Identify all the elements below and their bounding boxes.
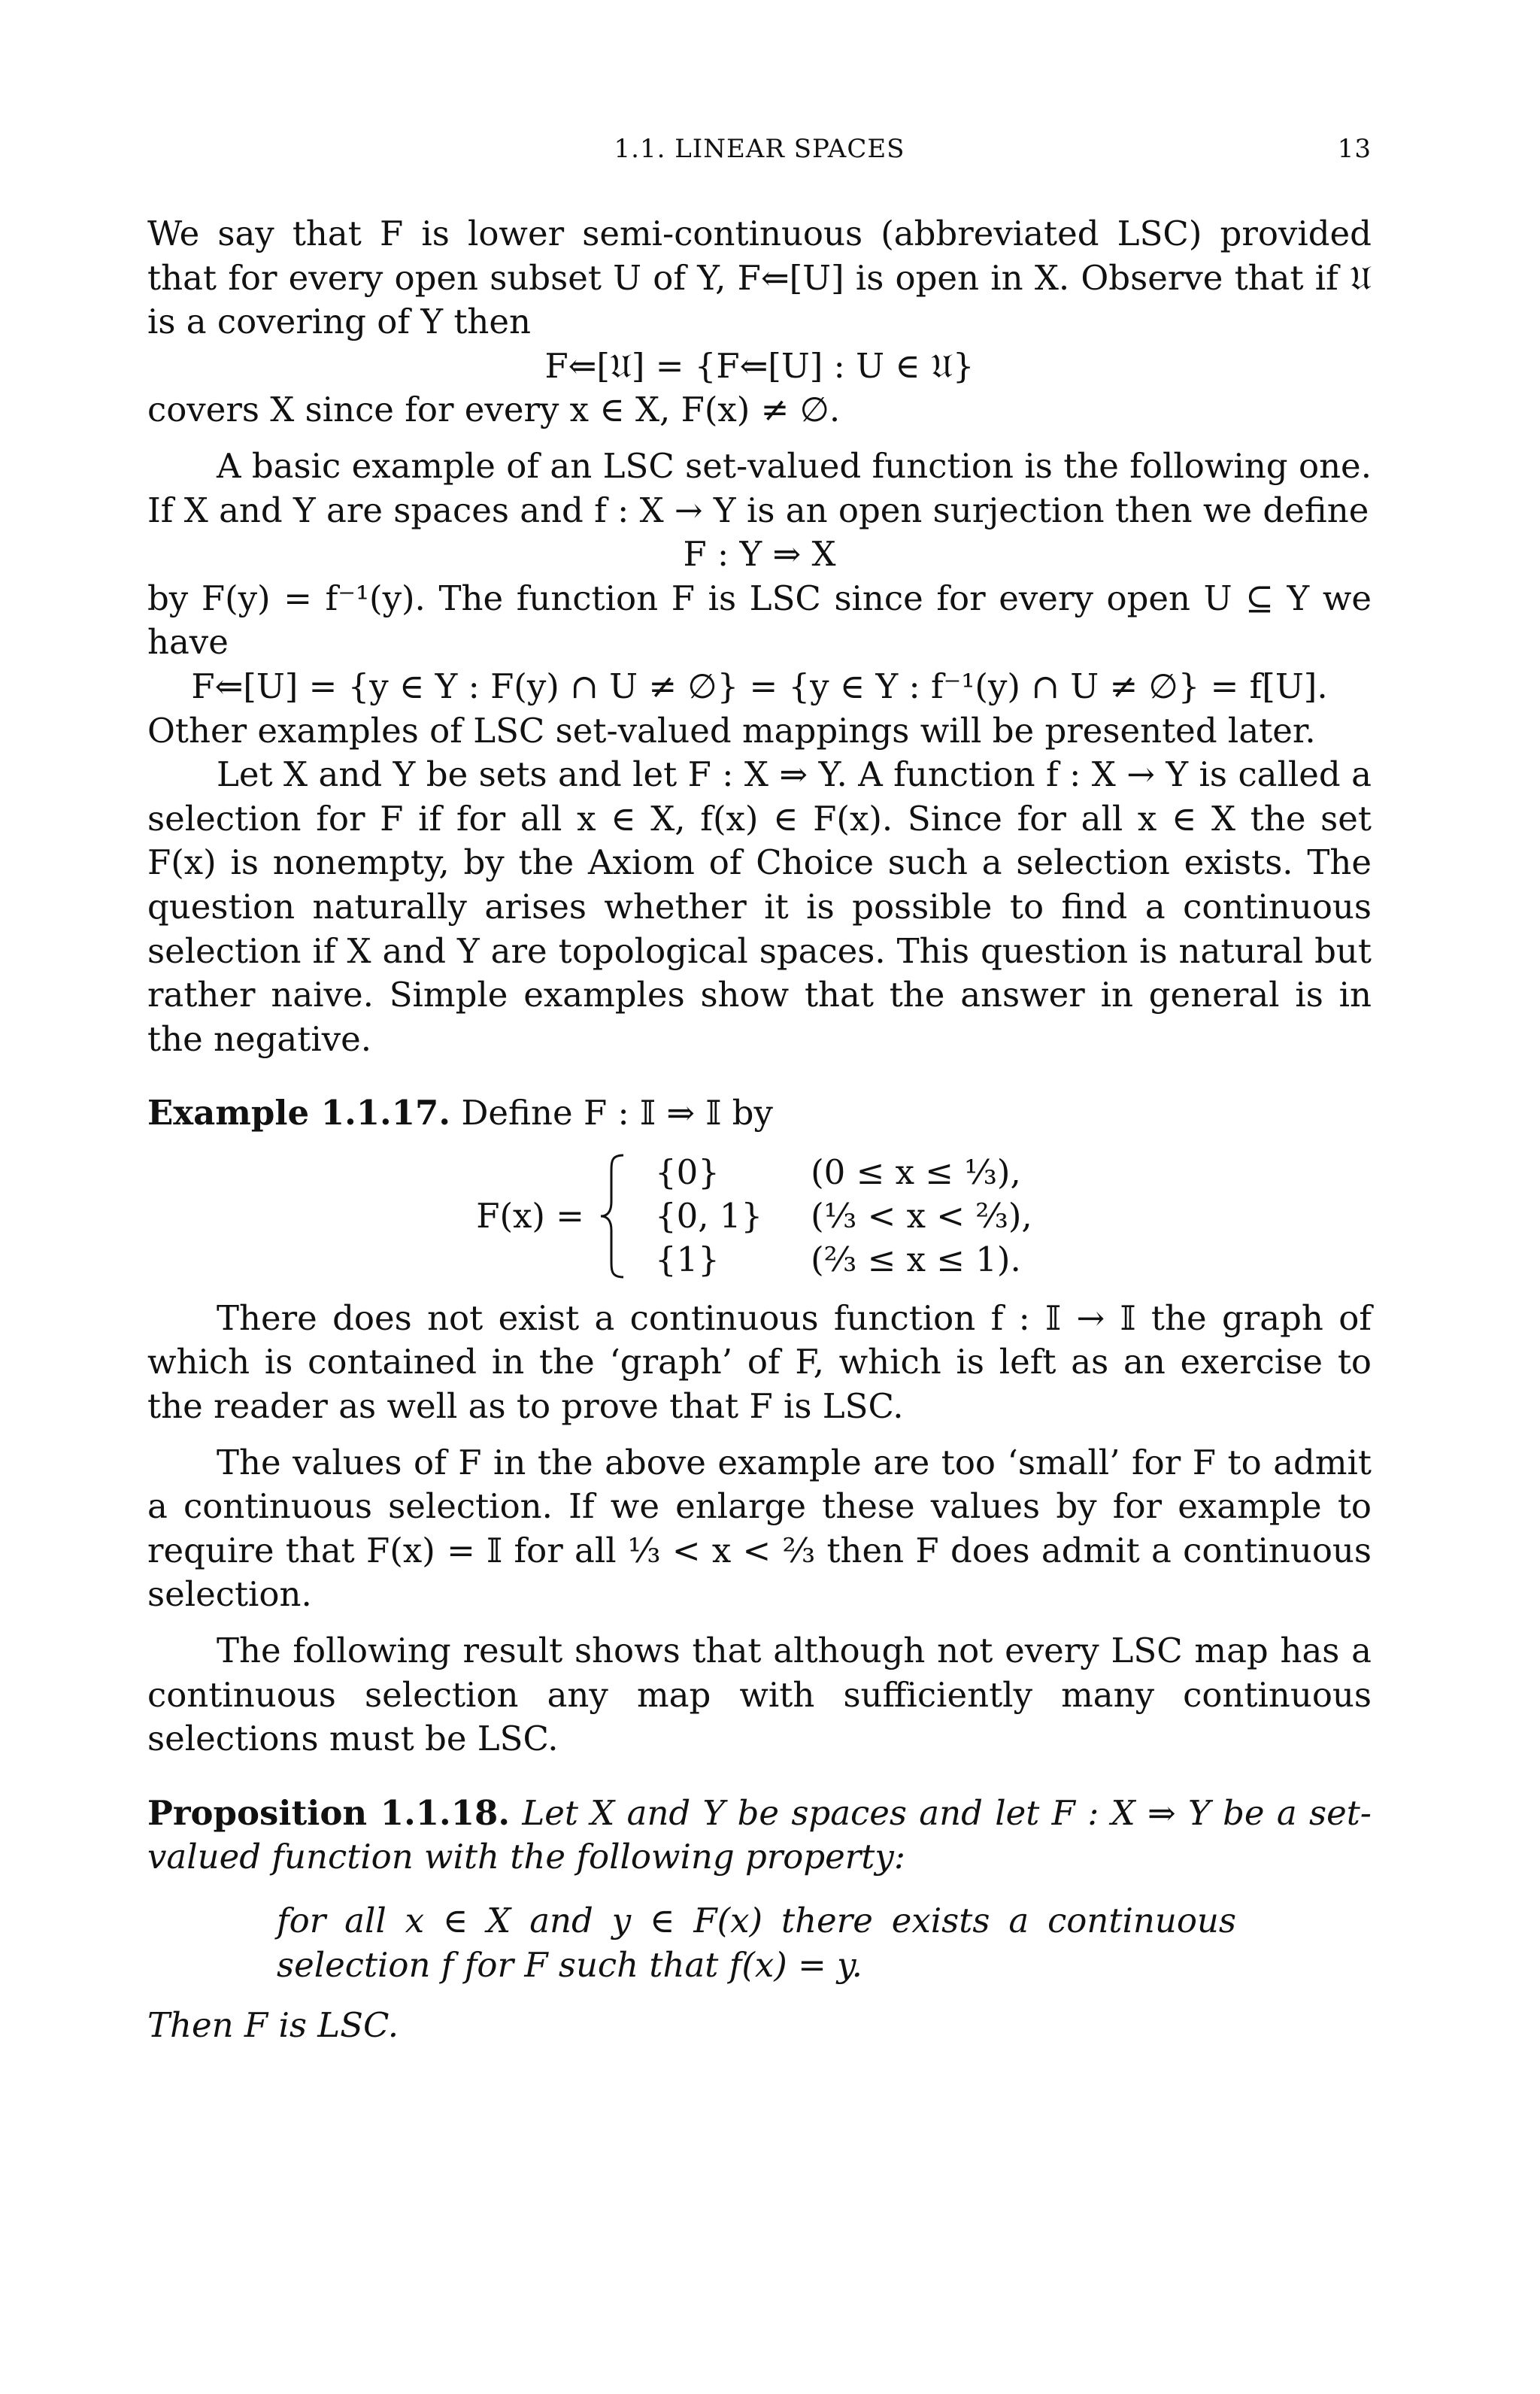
- proposition-conclusion: Then F is LSC.: [147, 2005, 399, 2046]
- example-label: Example 1.1.17.: [147, 1093, 451, 1133]
- page-number: 13: [1337, 134, 1372, 164]
- case-condition: (¹⁄₃ < x < ²⁄₃),: [811, 1195, 1032, 1236]
- equation-cover: F⇐[𝔘] = {F⇐[U] : U ∈ 𝔘}: [544, 345, 975, 386]
- case-row: [644, 1238, 1043, 1282]
- piecewise-cases: [644, 1151, 1043, 1282]
- equation-preimage: F⇐[U] = {y ∈ Y : F(y) ∩ U ≠ ∅} = {y ∈ Y : f⁻¹(y) ∩ U ≠ ∅} = f[U].: [191, 666, 1328, 706]
- example-text: Define F : 𝕀 ⇒ 𝕀 by: [461, 1093, 773, 1133]
- paragraph-lsc-definition: We say that F is lower semi-continuous (abbreviated LSC) provided that for every open subset U of Y, F⇐[U] is open in X. Observe that if 𝔘 is a covering of Y then: [147, 214, 1372, 342]
- case-condition: (²⁄₃ ≤ x ≤ 1).: [811, 1239, 1021, 1279]
- proposition-statement: Let X and Y be spaces and let F : X ⇒ Y be a set-valued function with the following property:: [147, 1792, 1372, 1877]
- left-brace-icon: [598, 1152, 628, 1280]
- paragraph-selection: Let X and Y be sets and let F : X ⇒ Y. A function f : X → Y is called a selection for F if for all x ∈ X, f(x) ∈ F(x). Since for all x ∈ X the set F(x) is nonempty, by the Axiom of Choice such a selection exists. The question naturally arises whether it is possible to find a continuous selection if X and Y are topological spaces. This question is natural but rather naive. Simple examples show that the answer in general is in the negative.: [147, 754, 1372, 1059]
- section-title: 1.1. LINEAR SPACES: [614, 134, 905, 164]
- running-header: [147, 134, 1372, 179]
- paragraph-following-result: The following result shows that although not every LSC map has a continuous selection any map with sufficiently many continuous selections must be LSC.: [147, 1631, 1372, 1759]
- piecewise-lhs: F(x) =: [476, 1195, 584, 1236]
- case-row: [644, 1151, 1043, 1194]
- example-heading: [147, 1091, 1372, 1136]
- paragraph-inverse: by F(y) = f⁻¹(y). The function F is LSC since for every open U ⊆ Y we have: [147, 578, 1372, 663]
- paragraph-basic-example: A basic example of an LSC set-valued function is the following one. If X and Y are spaces and f : X → Y is an open surjection then we define: [147, 445, 1372, 530]
- body-text: [147, 212, 1372, 2048]
- case-row: [644, 1194, 1043, 1238]
- paragraph-no-continuous: There does not exist a continuous function f : 𝕀 → 𝕀 the graph of which is contained in the ‘graph’ of F, which is left as an exercise to the reader as well as to prove that F is LSC.: [147, 1297, 1372, 1427]
- equation-map: F : Y ⇒ X: [683, 534, 836, 575]
- case-value: {1}: [654, 1239, 720, 1279]
- paragraph-covers: covers X since for every x ∈ X, F(x) ≠ ∅.: [147, 390, 841, 430]
- case-condition: (0 ≤ x ≤ ¹⁄₃),: [811, 1151, 1021, 1192]
- paragraph-too-small: The values of F in the above example are too ‘small’ for F to admit a continuous selection. If we enlarge these values by for example to require that F(x) = 𝕀 for all ¹⁄₃ < x < ²⁄₃ then F does admit a continuous selection.: [147, 1442, 1372, 1615]
- proposition-label: Proposition 1.1.18.: [147, 1792, 511, 1833]
- proposition-property: for all x ∈ X and y ∈ F(x) there exists a continuous selection f for F such that f(x) = y.: [277, 1901, 1236, 1985]
- case-value: {0, 1}: [654, 1195, 763, 1236]
- proposition-heading: [147, 1792, 1372, 1880]
- case-value: {0}: [654, 1151, 720, 1192]
- piecewise-definition: [147, 1151, 1372, 1282]
- paragraph-other-examples: Other examples of LSC set-valued mappings will be presented later.: [147, 710, 1316, 751]
